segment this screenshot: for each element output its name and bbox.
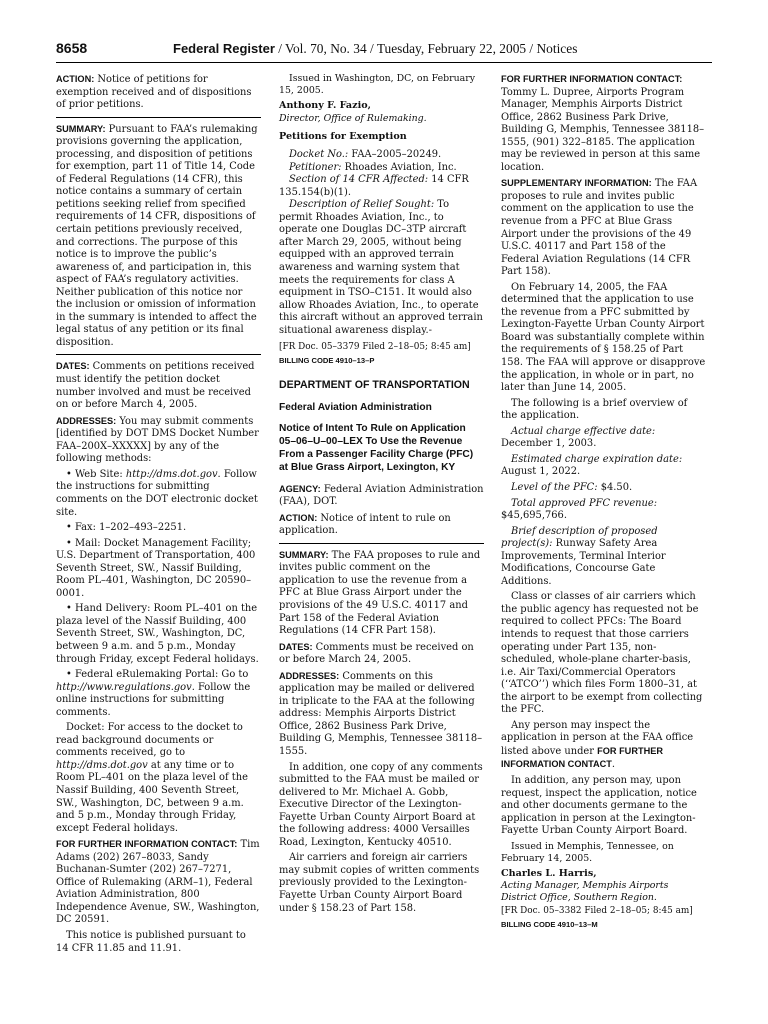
page-number: 8658 [56,40,88,56]
action-label: ACTION: [279,512,318,523]
ffi-text: Tommy L. Dupree, Airports Program Manager, Memphis Airports District Office, 2862 Business Park Drive, Building G, Memphis, Tennessee 38118–1555, (901) 322–8185. The application may be reviewed in person at this same location. [501,86,705,173]
department-heading: DEPARTMENT OF TRANSPORTATION [279,379,470,392]
effective-date-line [501,426,706,451]
inspect-text: Any person may inspect the application in person at the FAA office listed above under [501,719,694,757]
web-link[interactable]: http://dms.dot.gov [125,468,218,480]
section-value: 14 CFR 135.154(b)(1). [279,174,469,198]
column-2 [279,73,484,918]
signer-title: Director, Office of Rulemaking. [279,112,427,124]
revenue-label: Total approved PFC revenue: [511,497,658,509]
bullet-web [56,469,261,519]
dates-text: Comments on petitions received must identify the petition docket number involved and must be received on or before March 4, 2005. [56,361,255,411]
issued-line: Issued in Memphis, Tennessee, on February 14, 2005. [501,840,674,864]
supplementary-paragraph [501,177,706,278]
petitioner-line [279,162,484,175]
expiration-date-value: August 1, 2022. [501,466,581,478]
bullet-text: . Follow the instructions for submitting comments on the DOT electronic docket site. [56,468,258,518]
revenue-value: $45,695,766. [501,510,567,522]
addresses-paragraph [279,670,484,759]
addresses-text: Comments on this application may be mailed or delivered in triplicate to the FAA at the following address: Memphis Airports District Office, 2862 Business Park Drive, Building G, Memphis, Tennessee 38118–1555. [279,670,483,757]
projects-line [501,526,706,589]
request-paragraph: In addition, any person may, upon request, inspect the application, notice and other documents germane to the application in person at the Lexington-Fayette Urban County Airport Board. [501,774,697,837]
fr-doc: [FR Doc. 05–3379 Filed 2–18–05; 8:45 am] [279,342,471,353]
issued-line: Issued in Washington, DC, on February 15, 2005. [279,73,476,96]
bullet-text: . Follow the online instructions for submitting comments. [56,681,251,718]
action-label: ACTION: [56,74,95,84]
action-text: Notice of petitions for exemption received and of dispositions of prior petitions. [56,74,252,111]
signer-title: Acting Manager, Memphis Airports District Office, Southern Region. [501,880,669,904]
bullet-hand: • Hand Delivery: Room PL–401 on the plaza level of the Nassif Building, 400 Seventh Street, SW., Washington, DC, between 9 a.m. and 5 p.m., Monday through Friday, except Federal holidays. [56,603,259,665]
docket-text: at any time or to Room PL–401 on the plaza level of the Nassif Building, 400 Seventh Street, SW., Washington, DC, between 9 a.m. and 5 p.m., Monday through Friday, except Federal holidays. [56,759,248,834]
bullet-text: • Web Site: [66,468,126,480]
relief-paragraph [279,199,484,337]
journal-name: Federal Register [173,41,275,56]
bullet-text: • Federal eRulemaking Portal: Go to [66,669,249,681]
petitions-heading: Petitions for Exemption [279,130,407,142]
notice-title: Notice of Intent To Rule on Application 05–06–U–00–LEX To Use the Revenue From a Passenger Facility Charge (PFC) at Blue Grass Airport, Lexington, KY [279,423,474,473]
agency-text: Federal Aviation Administration (FAA), DOT. [279,483,484,508]
summary-paragraph [56,123,261,350]
signer-name: Anthony F. Fazio, [279,100,371,111]
column-1 [56,73,261,958]
billing-code: BILLING CODE 4910–13–M [501,919,598,929]
addresses-text: You may submit comments [identified by DOT DMS Docket Number FAA–200X–XXXXX] by any of the following methods: [56,415,259,465]
pfc-level-value: $4.50. [597,481,633,493]
projects-label: Brief description of proposed project(s): [501,525,658,550]
copy-paragraph: In addition, one copy of any comments submitted to the FAA must be mailed or delivered to Mr. Michael A. Gobb, Executive Director of the Lexington-Fayette Urban County Airport Board at the following address: 4000 Versailles Road, Lexington, Kentucky 40510. [279,761,483,848]
petitioner-label: Petitioner: [289,161,342,173]
addresses-label: ADDRESSES: [56,415,117,426]
pfc-level-label: Level of the PFC: [511,481,598,493]
expiration-date-line [501,454,706,479]
carrier-class-paragraph: Class or classes of air carriers which the public agency has requested not be required to collect PFCs: The Board intends to request that those carriers operating under Part 135, non-scheduled, whole-plane charter-basis, i.e. Air Taxi/Commercial Operators (‘‘ATCO’’) which files Form 1800–31, at the airport to be exempt from collecting the PFC. [501,591,703,716]
dates-paragraph [56,360,261,411]
ffi-label: FOR FURTHER INFORMATION CONTACT: [56,839,238,850]
overview-paragraph: The following is a brief overview of the application. [501,397,688,422]
section-label: Section of 14 CFR Affected: [289,174,429,186]
signer-name: Charles L. Harris, [501,867,597,879]
summary-label: SUMMARY: [56,123,106,134]
docket-link[interactable]: http://dms.dot.gov [56,759,148,771]
summary-label: SUMMARY: [279,549,329,560]
running-title [173,41,577,57]
inspect-end: . [611,759,616,771]
divider [56,354,261,355]
effective-date-value: December 1, 2003. [501,438,597,450]
summary-paragraph [279,549,484,638]
addresses-label: ADDRESSES: [279,670,340,681]
carriers-paragraph: Air carriers and foreign air carriers may submit copies of written comments previously provided to the Lexington-Fayette Urban County Airport Board under § 158.23 of Part 158. [279,852,480,914]
docket-text: Docket: For access to the docket to read background documents or comments received, go to [56,722,243,759]
relief-label: Description of Relief Sought: [289,199,435,211]
bullet-erulemaking [56,669,261,719]
published-paragraph: This notice is published pursuant to 14 CFR 11.85 and 11.91. [56,930,246,954]
docket-label: Docket No.: [289,149,349,161]
bullet-mail: • Mail: Docket Management Facility; U.S. Department of Transportation, 400 Seventh Street, SW., Nassif Building, Room PL–401, Washington, DC 20590–0001. [56,537,256,599]
petitioner-value: Rhoades Aviation, Inc. [341,161,457,173]
revenue-line [501,498,706,523]
divider [279,543,484,544]
inspect-paragraph [501,720,706,772]
page-header [56,40,712,60]
summary-text: The FAA proposes to rule and invites public comment on the application to use the revenue from a PFC at Blue Grass Airport under the provisions of the 49 U.S.C. 40117 and Part 158 of the Federal Aviation Regulations (14 CFR Part 158). [279,549,481,637]
divider [56,117,261,118]
projects-value: Runway Safety Area Improvements, Terminal Interior Modifications, Concourse Gate Additions. [501,538,666,587]
regulations-link[interactable]: http://www.regulations.gov [56,681,192,693]
determination-paragraph: On February 14, 2005, the FAA determined that the application to use the revenue from a PFC submitted by Lexington-Fayette Urban County Airport Board was substantially complete within the requirements of § 158.25 of Part 158. The FAA will approve or disapprove the application, in whole or in part, no later than June 14, 2005. [501,281,706,394]
action-text: Notice of intent to rule on application. [279,512,451,537]
docket-line [279,149,484,162]
agency-paragraph [279,483,484,509]
issue-info: / Vol. 70, No. 34 / Tuesday, February 22, 2005 / Notices [274,41,578,56]
inspect-label: FOR FURTHER INFORMATION CONTACT [501,745,663,770]
supplementary-label: SUPPLEMENTARY INFORMATION: [501,178,652,189]
docket-paragraph [56,722,261,835]
section-line [279,174,484,199]
action-paragraph [56,73,261,112]
effective-date-label: Actual charge effective date: [511,425,656,437]
dates-paragraph [279,641,484,667]
pfc-level-line [501,482,706,495]
expiration-date-label: Estimated charge expiration date: [511,453,683,465]
supplementary-text: The FAA proposes to rule and invites public comment on the application to use the revenue from a PFC at Blue Grass Airport under the provisions of the 49 U.S.C. 40117 and Part 158 of the Federal Aviation Regulations (14 CFR Part 158). [501,178,698,278]
ffi-paragraph [501,73,706,174]
ffi-text: Tim Adams (202) 267–8033, Sandy Buchanan-Sumter (202) 267–7271, Office of Rulemaking (ARM–1), Federal Aviation Administration, 800 Independence Avenue, SW., Washington, DC 20591. [56,839,260,926]
docket-value: FAA–2005–20249. [348,149,442,161]
dates-label: DATES: [279,641,313,652]
agency-label: AGENCY: [279,483,321,494]
column-3 [501,73,706,934]
dates-label: DATES: [56,361,90,372]
bullet-fax: • Fax: 1–202–493–2251. [66,522,187,534]
header-rule [56,62,712,63]
summary-text: Pursuant to FAA’s rulemaking provisions governing the application, processing, and disposition of petitions for exemption, part 11 of Title 14, Code of Federal Regulations (14 CFR), this notice contains a summary of certain petitions seeking relief from specified requirements of 14 CFR, dispositions of certain petitions previously received, and corrections. The purpose of this notice is to improve the public’s awareness of, and participation in, this aspect of FAA’s regulatory activities. Neither publication of this notice nor the inclusion or omission of information in the summary is intended to affect the legal status of any petition or its final disposition. [56,123,258,348]
dates-text: Comments must be received on or before March 24, 2005. [279,641,474,666]
addresses-paragraph [56,415,261,466]
relief-value: To permit Rhoades Aviation, Inc., to operate one Douglas DC–3TP aircraft after March 29, 2005, without being equipped with an approved terrain awareness and warning system that meets the requirements for class A equipment in TSO–C151. It would also allow Rhoades Aviation, Inc., to operate this aircraft without an approved terrain situational awareness display.- [279,199,483,336]
billing-code: BILLING CODE 4910–13–P [279,355,375,365]
agency-heading: Federal Aviation Administration [279,402,432,414]
fr-doc: [FR Doc. 05–3382 Filed 2–18–05; 8:45 am] [501,906,693,917]
ffi-label: FOR FURTHER INFORMATION CONTACT: [501,74,683,84]
action-paragraph [279,512,484,538]
ffi-paragraph [56,838,261,927]
